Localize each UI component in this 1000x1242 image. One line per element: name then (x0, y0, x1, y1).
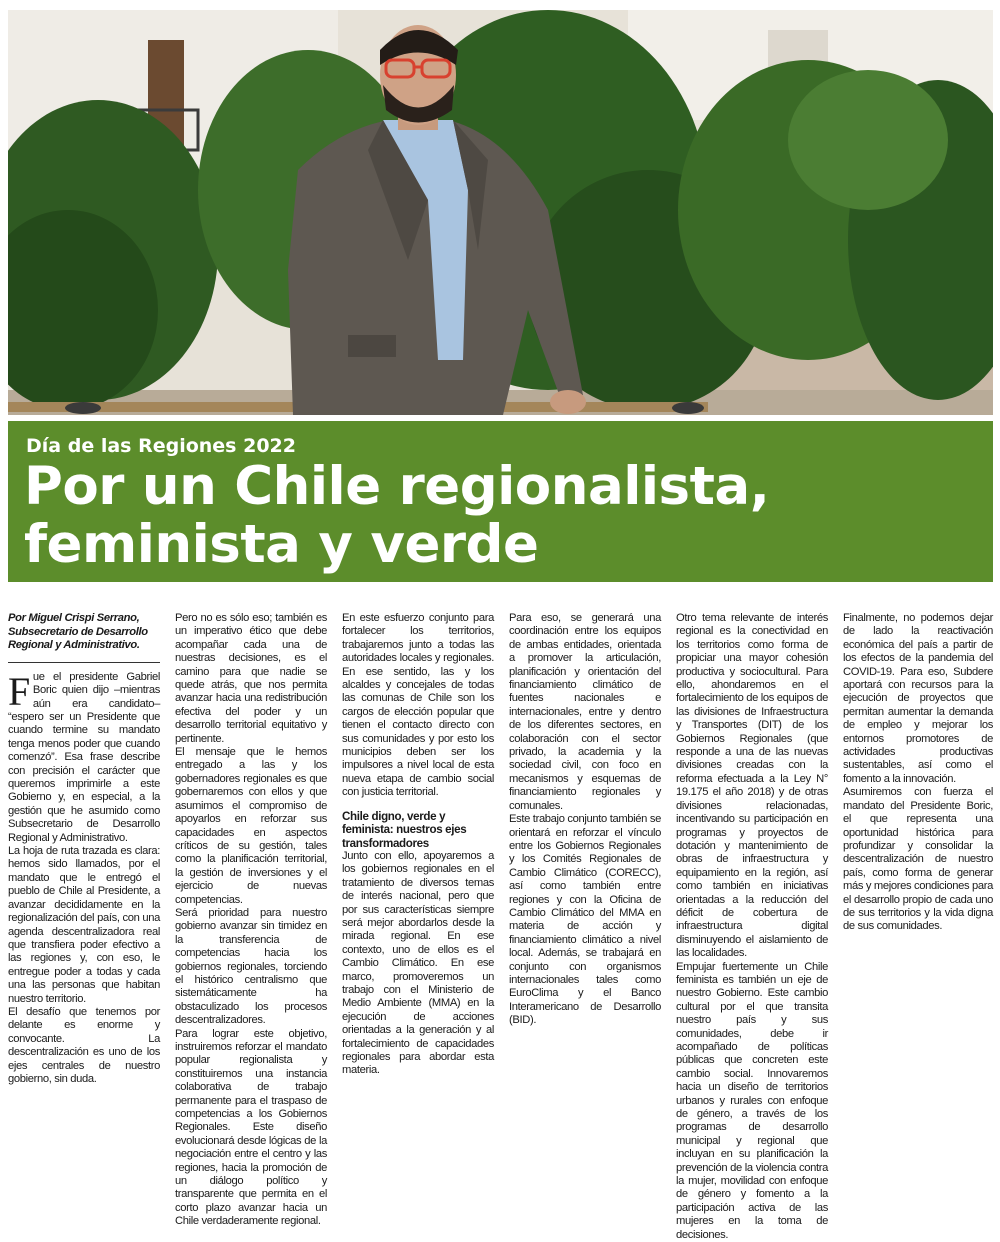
portrait-photo-illustration (8, 10, 993, 415)
portrait-photo (8, 10, 993, 415)
paragraph: Para lograr este objetivo, instruiremos reforzar el mandato popular regionalista y constituiremos una instancia colaborativa de trabajo permanente para el traspaso de competencias a los Gobiernos Regionales. Este diseño evolucionará desde lógicas de la negociación entre el centro y las regiones, hacia la promoción de un diálogo político y transparente que permita en el corto plazo avanzar hacia un Chile verdaderamente regional. (175, 1027, 327, 1228)
paragraph: La hoja de ruta trazada es clara: hemos sido llamados, por el mandato que le entregó el pueblo de Chile al Presidente, a avanzar decididamente en la regionalización del país, con una agenda descentralizadora real que transfiera poder efectivo a las regiones y, con eso, le entregue poder a todas y cada una las personas que habitan nuestro territorio. (8, 845, 160, 1005)
paragraph: El desafío que tenemos por delante es enorme y convocante. La descentralización es uno de los ejes centrales de nuestro gobierno, sin duda. (8, 1005, 160, 1085)
section-subhead: Chile digno, verde y feminista: nuestros ejes transformadores (342, 809, 467, 850)
paragraph: Será prioridad para nuestro gobierno avanzar sin timidez en la transferencia de competencias hacia los gobiernos regionales, torciendo el histórico centralismo que sistemáticamente ha obstaculizado los procesos descentralizadores. (175, 906, 327, 1027)
paragraph: Asumiremos con fuerza el mandato del Presidente Boric, el que representa una oportunidad histórica para profundizar y consolidar la descentralización de nuestro país, como forma de generar más y mejores condiciones para el desarrollo propio de cada uno de sus territorios y la vida digna de sus comunidades. (843, 786, 993, 933)
paragraph: Para eso, se generará una coordinación entre los equipos de ambas entidades, orientada a promover la articulación, planificación y orientación del financiamiento climático de fuentes nacionales e internacionales, entre y dentro de los diferentes sectores, en colaboración con el sector privado, la academia y la sociedad civil, con foco en mecanismos y esquemas de financiamiento regionales y comunales. (509, 612, 661, 812)
headline-line-2: feminista y verde (24, 514, 539, 575)
paragraph: Este trabajo conjunto también se orientará en reforzar el vínculo entre los Gobiernos Regionales y los Comités Regionales de Cambio Climático (CORECC), así como también entre regiones y con la Oficina de Cambio Climático del MMA en materia de acción y financiamiento climático a nivel local. Además, se trabajará en conjunto con organismos internacionales tales como EuroClima y el Banco Interamericano de Desarrollo (BID). (509, 813, 661, 1027)
article-column-3 (342, 612, 494, 1078)
article-column-6 (843, 612, 993, 934)
paragraph: Fue el presidente Gabriel Boric quien dijo –mientras aún era candidato– “espero ser un Presidente que cuando termine su mandato tenga menos poder que cuando comenzó”. Esa frase describe con precisión el carácter que queremos imprimirle a este Gobierno y, en especial, a la gestión que he asumido como Subsecretario de Desarrollo Regional y Administrativo. (8, 668, 160, 844)
paragraph: Empujar fuertemente un Chile feminista es también un eje de nuestro Gobierno. Este cambio cultural por el que transita nuestro país y sus comunidades, debe ir acompañado de políticas públicas que concreten este cambio social. Innovaremos hacia un diseño de territorios urbanos y rurales con enfoque de género, a través de los programas de desarrollo municipal y regional que incluyan en su planificación la prevención de la violencia contra la mujer, movilidad con enfoque de género y fomento a la participación activa de las mujeres en la toma de decisiones. (676, 960, 828, 1241)
article-headline (24, 458, 769, 574)
article-body (8, 612, 993, 1241)
headline-line-1: Por un Chile regionalista, (24, 456, 770, 517)
article-column-4 (509, 612, 661, 1028)
paragraph: Junto con ello, apoyaremos a los gobiernos regionales en el tratamiento de diversos temas de interés nacional, pero que por sus características siempre será mejor abordarlos desde la mirada regional. En ese contexto, uno de ellos es el Cambio Climático. En ese marco, promoveremos un trabajo con el Ministerio de Medio Ambiente (MMA) en la ejecución de acciones orientadas a la generación y al fortalecimiento de capacidades regionales para abordar esta materia. (342, 849, 494, 1077)
paragraph: Otro tema relevante de interés regional es la conectividad en los territorios como forma de propiciar una mayor cohesión productiva y sociocultural. Para ello, ahondaremos en el fortalecimiento de los equipos de las divisiones de Infraestructura y Transportes (DIT) de los Gobiernos Regionales (que responde a una de las nuevas divisiones creadas con la reforma efectuada a la Ley N° 19.175 el año 2018) y de otras divisiones relacionadas, incentivando su participación en programas y proyectos de dotación y mantenimiento de obras de infraestructura y equipamiento en la región, así como también en iniciativas orientadas a la reducción del déficit de cobertura de infraestructura digital disminuyendo el aislamiento de las localidades. (676, 612, 829, 960)
paragraph: Finalmente, no podemos dejar de lado la reactivación económica del país a partir de los efectos de la pandemia del COVID-19. Para eso, Subdere aportará con recursos para la ejecución de proyectos que permitan aumentar la demanda de empleo y mejorar los entornos promotores de actividades productivas sustentables, así como el fomento a la innovación. (843, 612, 993, 785)
paragraph: El mensaje que le hemos entregado a las y los gobernadores regionales es que gobernaremos con ellos y que asumimos el compromiso de apoyarlos en reforzar sus capacidades en aspectos críticos de su gestión, tales como la planificación territorial, la gestión de inversiones y el ejercicio de nuevas competencias. (175, 746, 327, 906)
headline-band (8, 421, 993, 582)
article-column-2 (175, 612, 327, 1229)
byline: Por Miguel Crispi Serrano, Subsecretario de Desarrollo Regional y Administrativo. (8, 612, 160, 663)
article-column-5 (676, 612, 828, 1242)
paragraph: En este esfuerzo conjunto para fortalecer los territorios, trabajaremos junto a todas las autoridades locales y regionales. En ese sentido, las y los alcaldes y concejales de todas las comunas de Chile son los cargos de elección popular que tienen el contacto directo con sus comunidades y por esto los municipios deben ser los impulsores a nivel local de esta nueva etapa de cambio social con justicia territorial. (342, 612, 494, 799)
article-column-1 (8, 612, 160, 1086)
drop-cap: F (8, 668, 30, 714)
section-kicker: Día de las Regiones 2022 (26, 435, 296, 457)
paragraph: Pero no es sólo eso; también es un imperativo ético que debe acompañar cada una de nuestras decisiones, es el camino para que nadie se quede atrás, que nos permita avanzar hacia una redistribución efectiva del poder y un desarrollo territorial equitativo y pertinente. (175, 612, 327, 745)
